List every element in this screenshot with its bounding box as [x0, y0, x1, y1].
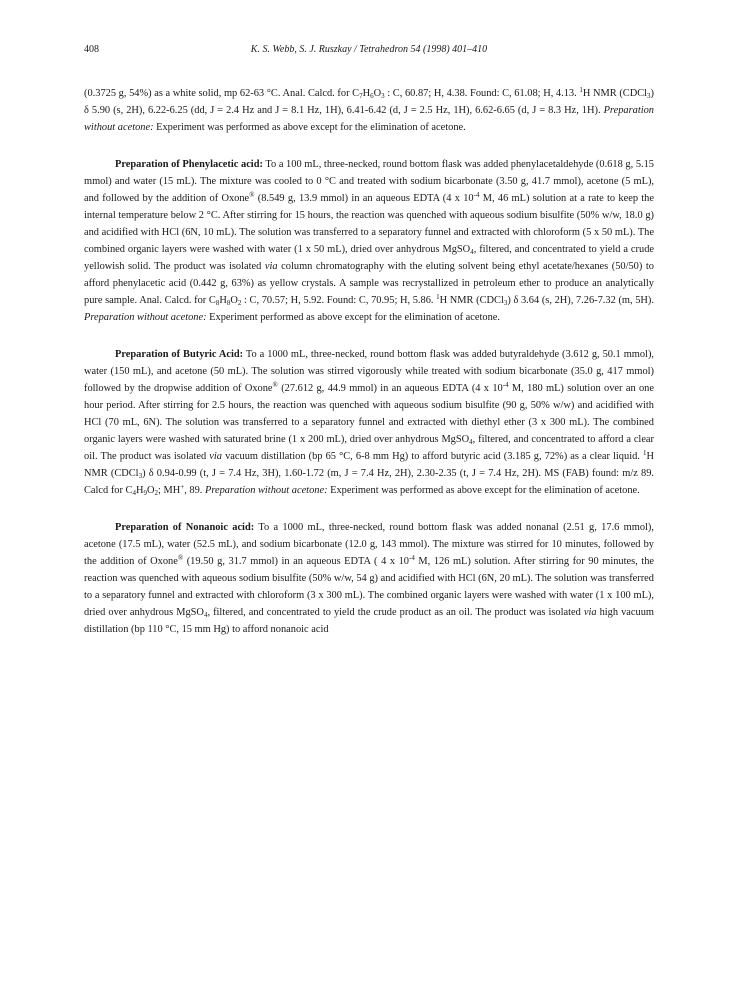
butyric-acid-heading: Preparation of Butyric Acid: [115, 349, 244, 360]
nonanoic-acid-heading: Preparation of Nonanoic acid: [115, 522, 255, 533]
running-head: K. S. Webb, S. J. Ruszkay / Tetrahedron 54 (1998) 401–410 [250, 44, 488, 55]
article-body [84, 85, 654, 638]
continuation-paragraph: (0.3725 g, 54%) as a white solid, mp 62-63 °C. Anal. Calcd. for $C_7H_6O_3$ : C, 60.87; H, 4.38. Found: C, 61.08; H, 4.13. $^1$H NMR (CDCl$_3$) δ 5.90 (s, 2H), 6.22-6.25 (dd, J = 2.4 Hz and J = 8.1 Hz, 1H), 6.41-6.42 (d, J = 2.5 Hz, 1H), 6.62-6.65 (d, J = 8.3 Hz, 1H). Preparation without acetone: Experiment was performed as above except for the elimination of acetone. [84, 86, 654, 133]
butyric-acid-paragraph: Preparation of Butyric Acid: To a 1000 mL, three-necked, round bottom flask was added butyraldehyde (3.612 g, 50.1 mmol), water (150 mL), and acetone (50 mL). The solution was stirred vigorously while treated with sodium bicarbonate (35.0 g, 417 mmol) followed by the dropwise addition of Oxone® (27.612 g, 44.9 mmol) in an aqueous EDTA (4 x $10^{-4}$ M, 180 mL) solution over an one hour period. After stirring for 2.5 hours, the reaction was quenched with aqueous sodium bisulfite (90 g, 50% w/w) and acidified with HCl (70 mL, 6N). The solution was transferred to a separatory funnel and extracted with diethyl ether (3 x 300 mL). The combined organic layers were washed with saturated brine (1 x 200 mL), dried over anhydrous MgSO$_4$, filtered, and concentrated to afford a clear oil. The product was isolated via vacuum distillation (bp 65 °C, 6-8 mm Hg) to afford butyric acid (3.185 g, 72%) as a clear liquid. $^1$H NMR (CDCl$_3$) δ 0.94-0.99 (t, J = 7.4 Hz, 3H), 1.60-1.72 (m, J = 7.4 Hz, 2H), 2.30-2.35 (t, J = 7.4 Hz, 2H). MS (FAB) found: m/z 89. Calcd for $C_4H_9O_2$; MH+, 89. Preparation without acetone: Experiment was performed as above except for the elimination of acetone. [84, 349, 655, 497]
phenylacetic-acid-heading: Preparation of Phenylacetic acid: [115, 159, 263, 170]
page-header [84, 44, 654, 58]
phenylacetic-acid-paragraph: Preparation of Phenylacetic acid: To a 100 mL, three-necked, round bottom flask was added phenylacetaldehyde (0.618 g, 5.15 mmol) and water (15 mL). The mixture was cooled to 0 °C and treated with sodium bicarbonate (3.50 g, 41.7 mmol), acetone (5 mL), and followed by the addition of Oxone® (8.549 g, 13.9 mmol) in an aqueous EDTA (4 x $10^{-4}$ M, 46 mL) solution at a rate to keep the internal temperature below 2 °C. After stirring for 15 hours, the reaction was quenched with aqueous sodium bisulfite (50% w/w, 18.0 g) and acidified with HCl (6N, 10 mL). The solution was transferred to a separatory funnel and extracted with chloroform (5 x 50 mL). The combined organic layers were washed with water (1 x 50 mL), dried over anhydrous MgSO$_4$, filtered, and concentrated to yield a crude yellowish solid. The product was isolated via column chromatography with the eluting solvent being ethyl acetate/hexanes (50/50) to afford phenylacetic acid (0.442 g, 63%) as yellow crystals. A sample was recrystallized in petroleum ether to produce an analytically pure sample. Anal. Calcd. for $C_8H_8O_2$ : C, 70.57; H, 5.92. Found: C, 70.95; H, 5.86. $^1$H NMR (CDCl$_3$) δ 3.64 (s, 2H), 7.26-7.32 (m, 5H). Preparation without acetone: Experiment performed as above except for the elimination of acetone. [84, 159, 655, 323]
page-number: 408 [84, 44, 99, 55]
nonanoic-acid-paragraph: Preparation of Nonanoic acid: To a 1000 mL, three-necked, round bottom flask was added nonanal (2.51 g, 17.6 mmol), acetone (17.5 mL), water (52.5 mL), and sodium bicarbonate (12.0 g, 143 mmol). The mixture was stirred for 10 minutes, followed by the addition of Oxone® (19.50 g, 31.7 mmol) in an aqueous EDTA ( 4 x $10^{-4}$ M, 126 mL) solution. After stirring for 90 minutes, the reaction was quenched with aqueous sodium bisulfite (50% w/w, 54 g) and acidified with HCl (6N, 20 mL). The solution was transferred to a separatory funnel and extracted with chloroform (3 x 300 mL). The combined organic layers were washed with water (1 x 100 mL), dried over anhydrous MgSO$_4$, filtered, and concentrated to yield the crude product as an oil. The product was isolated via high vacuum distillation (bp 110 °C, 15 mm Hg) to afford nonanoic acid [84, 522, 655, 635]
